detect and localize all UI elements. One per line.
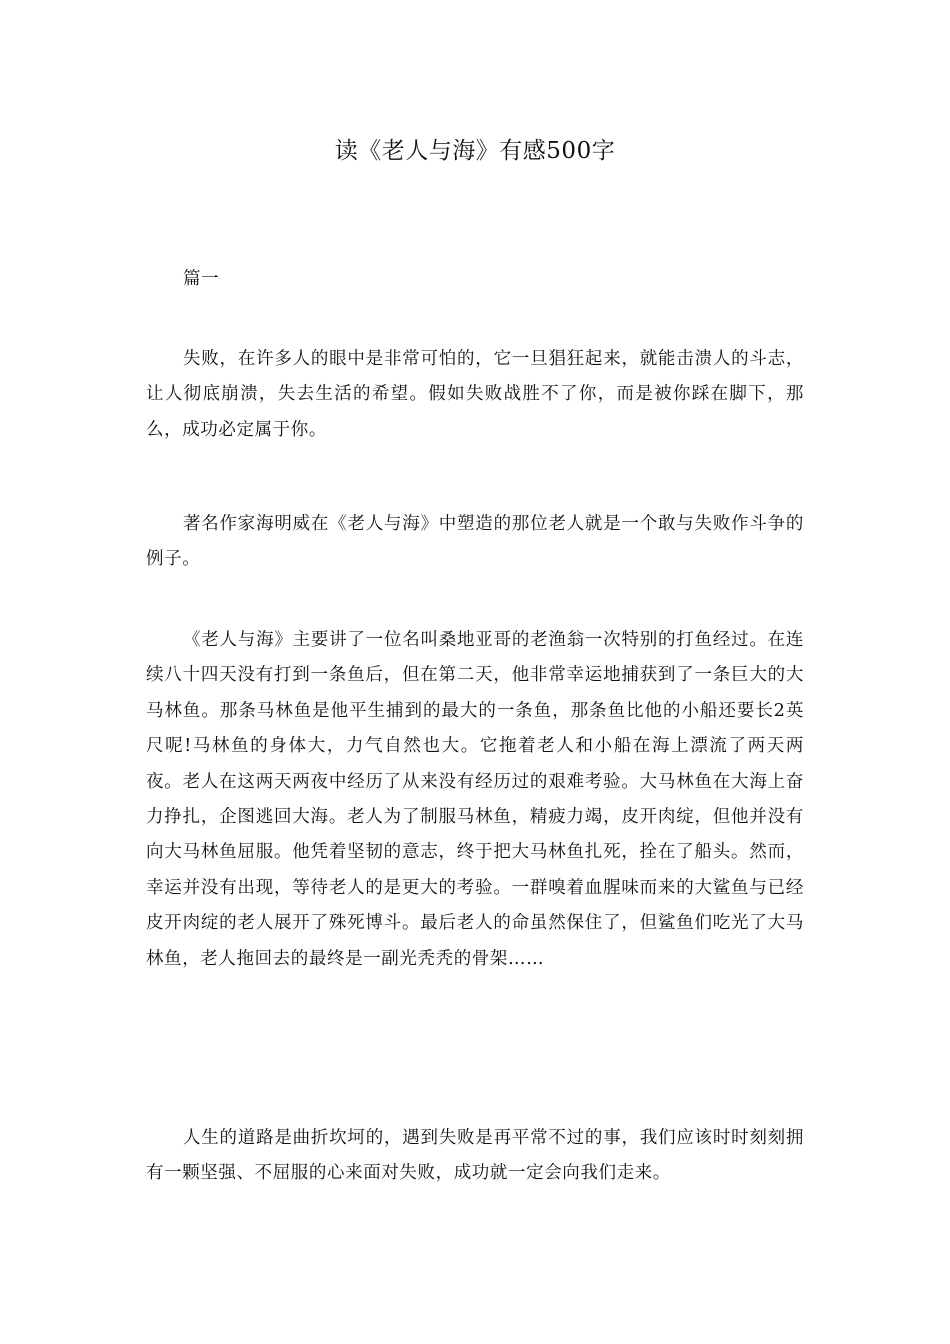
paragraph-3: 《老人与海》主要讲了一位名叫桑地亚哥的老渔翁一次特别的打鱼经过。在连续八十四天没有打到一条鱼后，但在第二天，他非常幸运地捕获到了一条巨大的大马林鱼。那条马林鱼是他平生捕到的最大的一条鱼，那条鱼比他的小船还要长2英尺呢!马林鱼的身体大，力气自然也大。它拖着老人和小船在海上漂流了两天两夜。老人在这两天两夜中经历了从来没有经历过的艰难考验。大马林鱼在大海上奋力挣扎，企图逃回大海。老人为了制服马林鱼，精疲力竭，皮开肉绽，但他并没有向大马林鱼屈服。他凭着坚韧的意志，终于把大马林鱼扎死，拴在了船头。然而，幸运并没有出现，等待老人的是更大的考验。一群嗅着血腥味而来的大鲨鱼与已经皮开肉绽的老人展开了殊死博斗。最后老人的命虽然保住了，但鲨鱼们吃光了大马林鱼，老人拖回去的最终是一副光秃秃的骨架…… [146, 630, 804, 969]
paragraph-2: 著名作家海明威在《老人与海》中塑造的那位老人就是一个敢与失败作斗争的例子。 [146, 514, 804, 570]
document-title: 读《老人与海》有感500字 [334, 138, 616, 164]
paragraph-1: 失败，在许多人的眼中是非常可怕的，它一旦猖狂起来，就能击溃人的斗志，让人彻底崩溃，失去生活的希望。假如失败战胜不了你，而是被你踩在脚下，那么，成功必定属于你。 [146, 349, 804, 440]
paragraph-4: 人生的道路是曲折坎坷的，遇到失败是再平常不过的事，我们应该时时刻刻拥有一颗坚强、不屈服的心来面对失败，成功就一定会向我们走来。 [146, 1128, 804, 1184]
section-heading: 篇一 [183, 269, 220, 289]
